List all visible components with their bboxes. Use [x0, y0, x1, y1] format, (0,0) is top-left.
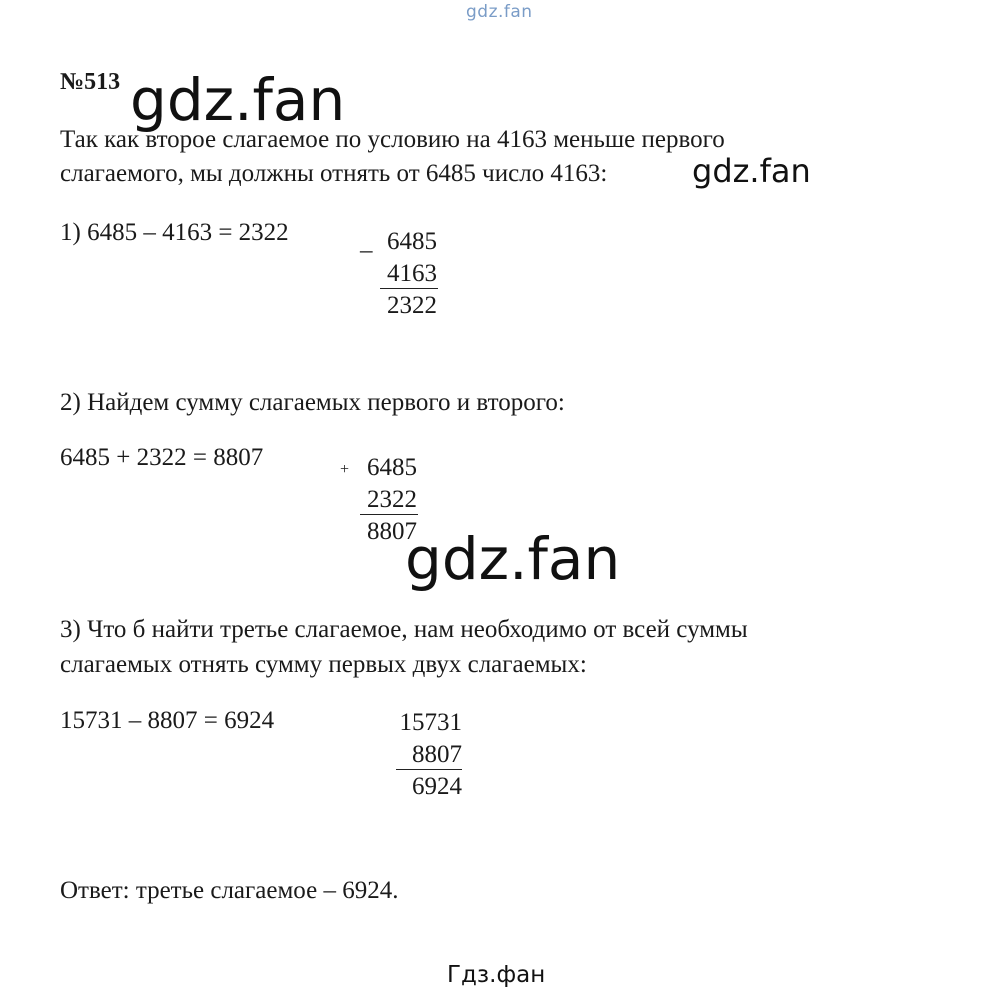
step2-heading: 2) Найдем сумму слагаемых первого и второго:: [60, 389, 565, 416]
step3-top: 15731: [399, 709, 462, 736]
watermark-large-2: gdz.fan: [692, 152, 811, 190]
step1-middle: 4163: [387, 260, 437, 287]
step3-rule: [396, 769, 462, 770]
watermark-footer: Гдз.фан: [447, 962, 546, 988]
step3-heading-line-2: слагаемых отнять сумму первых двух слагаемых:: [60, 651, 587, 678]
step2-rule: [360, 514, 418, 515]
intro-line-2: слагаемого, мы должны отнять от 6485 число 4163:: [60, 160, 608, 187]
problem-number: №513: [60, 69, 121, 95]
step3-heading-line-1: 3) Что б найти третье слагаемое, нам необходимо от всей суммы: [60, 616, 748, 643]
step1-column: [376, 229, 437, 325]
step2-middle: 2322: [367, 486, 417, 513]
step2-plus-sign: +: [340, 461, 350, 478]
step2-top: 6485: [367, 454, 417, 481]
step3-middle: 8807: [412, 741, 462, 768]
watermark-large-3: gdz.fan: [405, 525, 621, 593]
step2-result: 8807: [367, 518, 417, 545]
step2-equation: 6485 + 2322 = 8807: [60, 444, 264, 471]
step1-rule: [380, 288, 438, 289]
step1-equation: 1) 6485 – 4163 = 2322: [60, 219, 289, 246]
watermark-large-1: gdz.fan: [130, 66, 346, 134]
step3-equation: 15731 – 8807 = 6924: [60, 707, 275, 734]
step1-result: 2322: [387, 292, 437, 319]
step3-column: [392, 710, 462, 806]
intro-line-1: Так как второе слагаемое по условию на 4163 меньше первого: [60, 126, 725, 153]
watermark-top: gdz.fan: [466, 2, 533, 22]
step1-top: 6485: [387, 228, 437, 255]
step3-result: 6924: [412, 773, 462, 800]
step1-minus-sign: –: [360, 237, 373, 264]
answer: Ответ: третье слагаемое – 6924.: [60, 877, 399, 904]
